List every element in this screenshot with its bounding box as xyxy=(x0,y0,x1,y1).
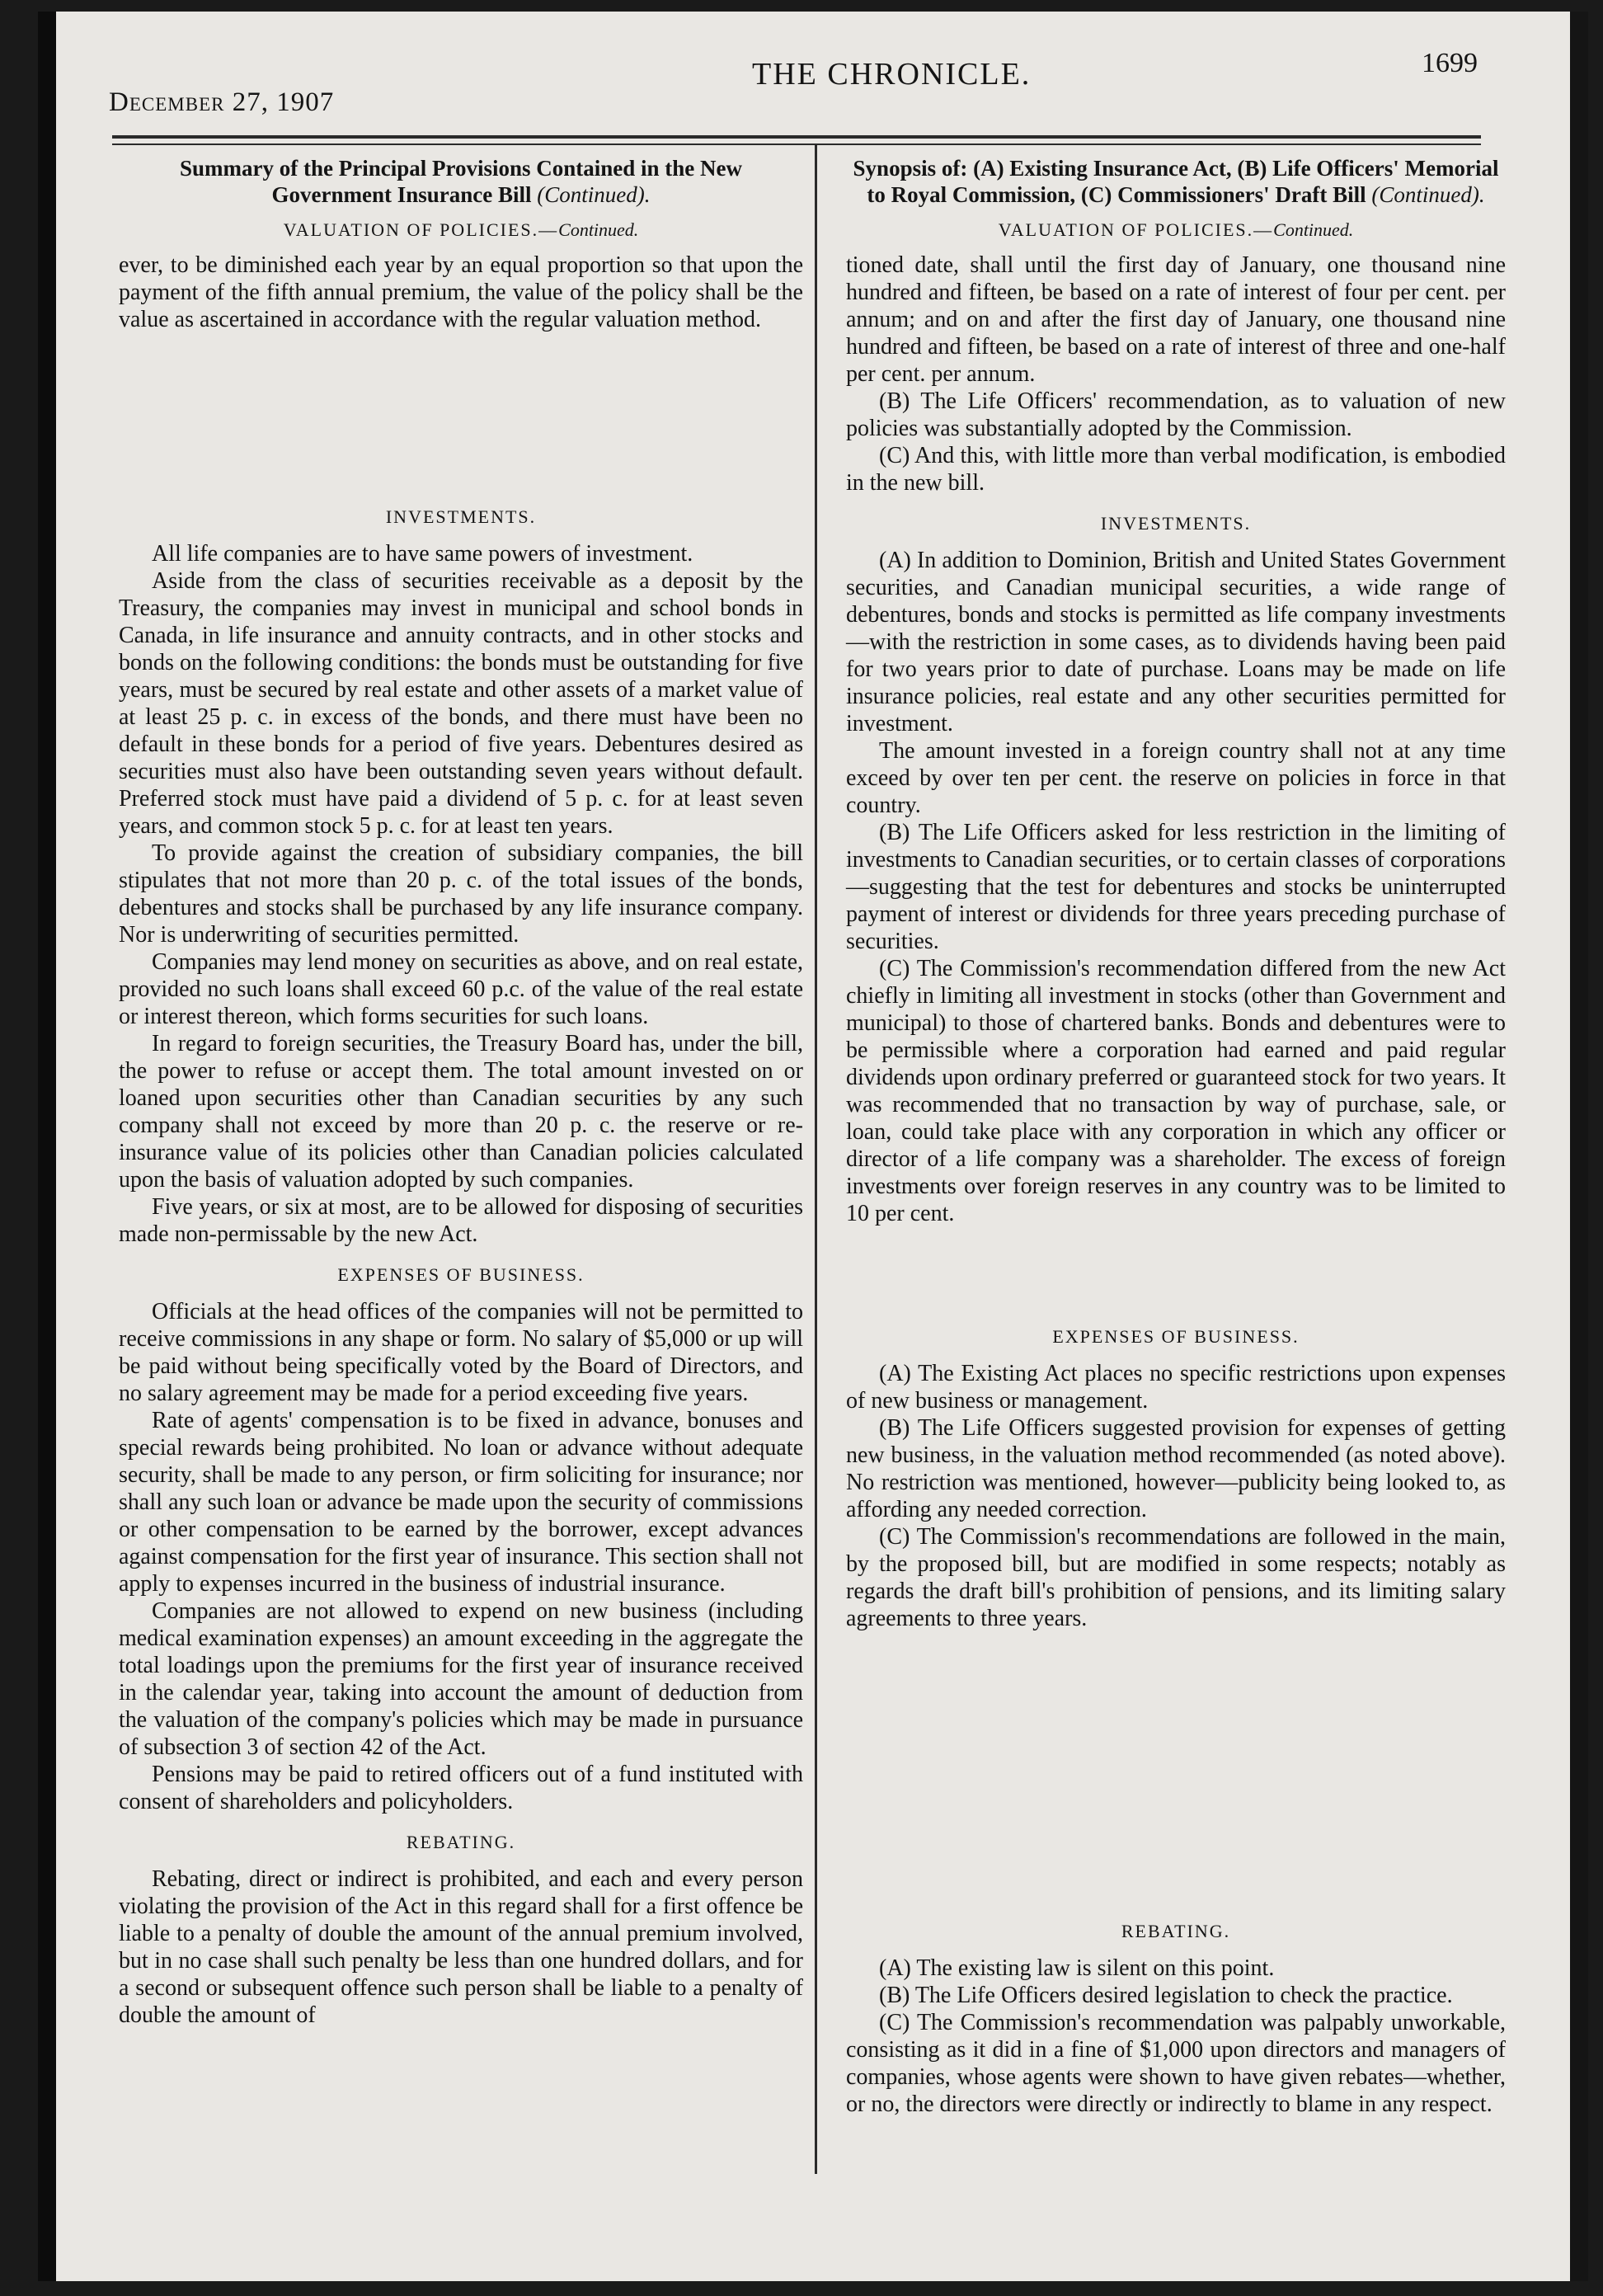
right-valuation-p3: (C) And this, with little more than verbal modification, is embodied in the new bill. xyxy=(846,443,1506,496)
left-valuation-head-text: VALUATION OF POLICIES.— xyxy=(283,219,559,240)
left-rebating-text: Rebating, direct or indirect is prohibited, and each and every person violating the provision of the Act in this regard shall for a first offence be liable to a penalty of double the amount of the annual premium involved, but in no case shall such penalty be less than one hundred dollars, and for a second or subsequent offence such person shall be liable to a penalty of double the amount of xyxy=(119,1866,803,2028)
right-valuation-head-cont: Continued. xyxy=(1273,219,1354,240)
newspaper-page xyxy=(38,12,1588,2281)
masthead: THE CHRONICLE. xyxy=(752,57,1032,92)
header-rule xyxy=(112,135,1481,139)
right-column xyxy=(846,150,1506,2118)
scan-border-left xyxy=(38,12,56,2281)
header-rule-thin xyxy=(112,144,1481,145)
left-investments-head: INVESTMENTS. xyxy=(385,506,537,527)
right-investments-p3: (B) The Life Officers asked for less restriction in the limiting of investments to Canadian securities, or to certain classes of corporations—suggesting that the test for debentures and stocks be uninterrupted payment of interest or dividends for three years preceding purchase of securities. xyxy=(846,820,1506,954)
right-valuation-head xyxy=(846,216,1506,243)
left-headline-text: Summary of the Principal Provisions Contained in the New Government Insurance Bill xyxy=(179,156,742,207)
right-expenses-head: EXPENSES OF BUSINESS. xyxy=(1052,1326,1300,1347)
left-investments-p4: Companies may lend money on securities as above, and on real estate, provided no such loans shall exceed 60 p.c. of the value of the real estate or interest thereon, which forms securities for such loans. xyxy=(119,949,803,1029)
right-headline xyxy=(846,155,1506,208)
right-rebating-p3: (C) The Commission's recommendation was palpably unworkable, consisting as it did in a fine of $1,000 upon directors and managers of companies, whose agents were shown to have given rebates—whether, or no, the directors were directly or indirectly to blame in any respect. xyxy=(846,2010,1506,2117)
right-rebating-p1: (A) The existing law is silent on this point. xyxy=(879,1955,1275,1981)
left-headline xyxy=(119,155,803,208)
right-rebating-p2: (B) The Life Officers desired legislation to check the practice. xyxy=(879,1983,1453,2008)
right-valuation-p1: tioned date, shall until the first day of January, one thousand nine hundred and fifteen, be based on a rate of interest of four per cent. per annum; and on and after the first day of January, one thousand nine hundred and fifteen, be based on a rate of interest of three and one-half per cent. per annum. xyxy=(846,252,1506,387)
left-expenses-p4: Pensions may be paid to retired officers out of a fund instituted with consent of shareholders and policyholders. xyxy=(119,1762,803,1814)
right-investments-p2: The amount invested in a foreign country shall not at any time exceed by over ten per cent. the reserve on policies in force in that country. xyxy=(846,738,1506,818)
left-rebating-head: REBATING. xyxy=(406,1832,516,1852)
left-expenses-p2: Rate of agents' compensation is to be fixed in advance, bonuses and special rewards being prohibited. No loan or advance without adequate security, shall be made to any person, or firm soliciting for insurance; nor shall any such loan or advance be made upon the security of commissions or other compensation to be earned by the borrower, except advances against compensation for the first year of insurance. This section shall not apply to expenses incurred in the business of industrial insurance. xyxy=(119,1408,803,1597)
column-divider xyxy=(815,145,817,2174)
left-column xyxy=(119,150,803,2029)
page-header xyxy=(109,48,1478,122)
right-headline-cont: (Continued). xyxy=(1371,182,1485,207)
left-investments-p3: To provide against the creation of subsidiary companies, the bill stipulates that not more than 20 p. c. of the total issues of the bonds, debentures and stocks shall be purchased by any life insurance company. Nor is underwriting of securities permitted. xyxy=(119,840,803,948)
right-expenses-p2: (B) The Life Officers suggested provision for expenses of getting new business, in the valuation method recommended (as noted above). No restriction was mentioned, however—publicity being looked to, as affording any needed correction. xyxy=(846,1415,1506,1522)
right-rebating-head: REBATING. xyxy=(1121,1921,1231,1941)
left-valuation-head xyxy=(119,216,803,243)
right-headline-text: Synopsis of: (A) Existing Insurance Act, (B) Life Officers' Memorial to Royal Commission, (C) Commissioners' Draft Bill xyxy=(853,156,1499,207)
scan-border-right xyxy=(1570,12,1588,2281)
right-investments-p4: (C) The Commission's recommendation differed from the new Act chiefly in limiting all investment in stocks (other than Government and municipal) to those of chartered banks. Bonds and debentures were to be permissible where a corporation had earned and paid regular dividends upon ordinary preferred or guaranteed stock for two years. It was recommended that no transaction by way of purchase, sale, or loan, could take place with any corporation in which any officer or director of a life company was a shareholder. The excess of foreign investments over foreign reserves in any country was to be limited to 10 per cent. xyxy=(846,956,1506,1226)
issue-date: December 27, 1907 xyxy=(109,87,335,117)
right-investments-head: INVESTMENTS. xyxy=(1100,513,1252,534)
left-expenses-head: EXPENSES OF BUSINESS. xyxy=(337,1264,585,1285)
left-investments-p1: All life companies are to have same powers of investment. xyxy=(152,541,693,567)
left-valuation-head-cont: Continued. xyxy=(558,219,639,240)
right-valuation-head-text: VALUATION OF POLICIES.— xyxy=(998,219,1274,240)
left-valuation-text: ever, to be diminished each year by an equal proportion so that upon the payment of the fifth annual premium, the value of the policy shall be the value as ascertained in accordance with the regular valuation method. xyxy=(119,252,803,332)
left-investments-p5: In regard to foreign securities, the Treasury Board has, under the bill, the power to refuse or accept them. The total amount invested on or loaned upon securities other than Canadian securities by any such company shall not exceed by more than 20 p. c. the reserve or re-insurance value of its policies other than Canadian policies calculated upon the basis of valuation adopted by such companies. xyxy=(119,1031,803,1193)
left-headline-cont: (Continued). xyxy=(537,182,651,207)
right-investments-p1: (A) In addition to Dominion, British and United States Government securities, and Canadian municipal securities, a wide range of debentures, bonds and stocks is permitted as life company investments—with the restriction in some cases, as to dividends having been paid for two years prior to date of purchase. Loans may be made on life insurance policies, real estate and any other securities permitted for investment. xyxy=(846,548,1506,736)
left-expenses-p1: Officials at the head offices of the companies will not be permitted to receive commissions in any shape or form. No salary of $5,000 or up will be paid without being specifically voted by the Board of Directors, and no salary agreement may be made for a period exceeding five years. xyxy=(119,1299,803,1406)
right-expenses-p1: (A) The Existing Act places no specific restrictions upon expenses of new business or management. xyxy=(846,1361,1506,1414)
page-number: 1699 xyxy=(1422,48,1478,78)
left-expenses-p3: Companies are not allowed to expend on new business (including medical examination expenses) an amount exceeding in the aggregate the total loadings upon the premiums for the first year of insurance received in the calendar year, taking into account the amount of deduction from the valuation of the company's policies which may be made in pursuance of subsection 3 of section 42 of the Act. xyxy=(119,1598,803,1760)
right-valuation-p2: (B) The Life Officers' recommendation, as to valuation of new policies was substantially adopted by the Commission. xyxy=(846,388,1506,441)
left-investments-p6: Five years, or six at most, are to be allowed for disposing of securities made non-permissable by the new Act. xyxy=(119,1194,803,1247)
right-expenses-p3: (C) The Commission's recommendations are followed in the main, by the proposed bill, but are modified in some respects; notably as regards the draft bill's prohibition of pensions, and its limiting salary agreements to three years. xyxy=(846,1524,1506,1631)
left-investments-p2: Aside from the class of securities receivable as a deposit by the Treasury, the companies may invest in municipal and school bonds in Canada, in life insurance and annuity contracts, and in other stocks and bonds on the following conditions: the bonds must be outstanding for five years, must be secured by real estate and other assets of a market value of at least 25 p. c. in excess of the bonds, and there must have been no default in these bonds for a period of five years. Debentures desired as securities must also have been outstanding seven years without default. Preferred stock must have paid a dividend of 5 p. c. for at least seven years, and common stock 5 p. c. for at least ten years. xyxy=(119,568,803,839)
